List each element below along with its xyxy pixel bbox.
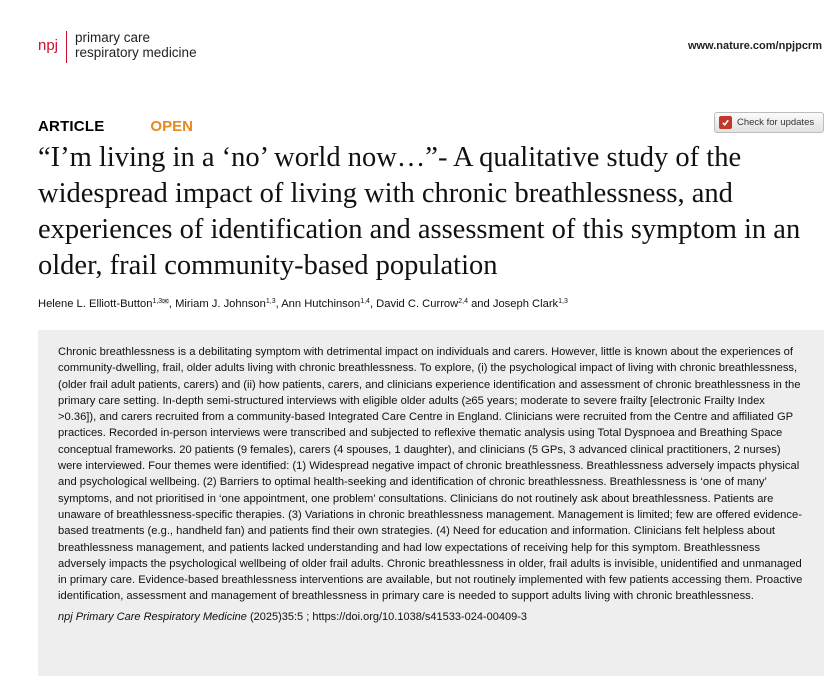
citation-details[interactable]: (2025)35:5 ; https://doi.org/10.1038/s41533-024-00409-3 [246,610,527,623]
logo-divider [66,31,67,63]
logo-line-2: respiratory medicine [75,45,197,60]
abstract-box [38,330,824,676]
article-type-label: ARTICLE [38,118,105,135]
author-affiliation: 2,4 [458,298,468,305]
author-name[interactable]: Joseph Clark [492,298,559,310]
abstract-text: Chronic breathlessness is a debilitating symptom with detrimental impact on individuals and carers. However, little is known about the experiences of community-dwelling, frail, older adults living with chronic breathlessness. To explore, (i) the psychological impact of living with chronic breathlessness, (older frail adult patients, carers) and (ii) how patients, carers, and clinicians experience identification and assessment of chronic breathlessness in the primary care setting. In-depth semi-structured interviews with eligible older adults (≥65 years; moderate to severe frailty [electronic Frailty Index >0.36]), and carers recruited from a community-based Integrated Care Centre in England. Clinicians were recruited from the Centre and affiliated GP practices. Recorded in-person interviews were transcribed and subjected to reflexive thematic analysis using Total Dyspnoea and Breathing Space conceptual frameworks. 20 patients (9 females), carers (4 spouses, 1 daughter), and clinicians (5 GPs, 3 advanced clinical practitioners, 2 nurses) were interviewed. Four themes were identified: (1) Widespread negative impact of chronic breathlessness. Breathlessness adversely impacts physical and psychological wellbeing. (2) Barriers to optimal health-seeking and identification of chronic breathlessness. Breathlessness is ‘one of many’ symptoms, and not prioritised in ‘one appointment, one problem’ consultations. Clinicians do not routinely ask about breathlessness. Patients are unaware of breathlessness-specific therapies. (3) Variations in chronic breathlessness management. Management is limited; few are offered evidence-based treatments (e.g., handheld fan) and patients find their own strategies. (4) Need for education and information. Clinicians felt helpless about breathlessness management, and patients lacked understanding and had low expectations of receiving help for this symptom. Breathlessness adversely impacts the psychological wellbeing of older frail adults. Chronic breathlessness in older, frail adults is invisible, unidentified and unmanaged in primary care. Evidence-based breathlessness interventions are available, but not routinely implemented with few patients accessing them. Proactive identification, assessment and management of breathlessness in primary care is needed to support adults living with chronic breathlessness. [58,346,803,603]
author-name[interactable]: Ann Hutchinson [281,298,361,310]
check-for-updates-label: Check for updates [737,117,815,128]
author-affiliation: 1,3 [558,298,568,305]
author-affiliation: 1,3 [152,298,163,305]
crossmark-icon [719,116,732,129]
author-name[interactable]: Helene L. Elliott-Button [38,298,153,310]
citation-journal: npj Primary Care Respiratory Medicine [58,610,247,623]
logo-line-1: primary care [75,30,151,45]
author-separator: , [168,298,176,310]
article-title: “I’m living in a ‘no’ world now…”- A qualitative study of the widespread impact of living with chronic breathlessness, and experiences of identification and assessment of this symptom in an older, frail community-based population [38,142,801,281]
logo-journal-name [75,30,197,60]
author-list [38,297,568,310]
author-name[interactable]: Miriam J. Johnson [175,298,266,310]
author-affiliation: 1,3 [265,298,276,305]
author-affiliation: 1,4 [360,298,370,305]
site-url-link[interactable]: www.nature.com/npjpcrm [687,40,822,52]
citation [58,611,804,623]
check-for-updates-button[interactable] [714,112,824,133]
journal-logo[interactable] [38,30,197,63]
logo-npj: npj [38,37,59,54]
author-separator: , [369,298,377,310]
author-name[interactable]: David C. Currow [376,298,459,310]
article-type-row [38,118,193,135]
open-access-label: OPEN [150,118,193,135]
author-separator: , [275,298,282,310]
mail-icon[interactable]: ✉ [162,297,169,306]
author-conjunction: and [467,298,493,310]
